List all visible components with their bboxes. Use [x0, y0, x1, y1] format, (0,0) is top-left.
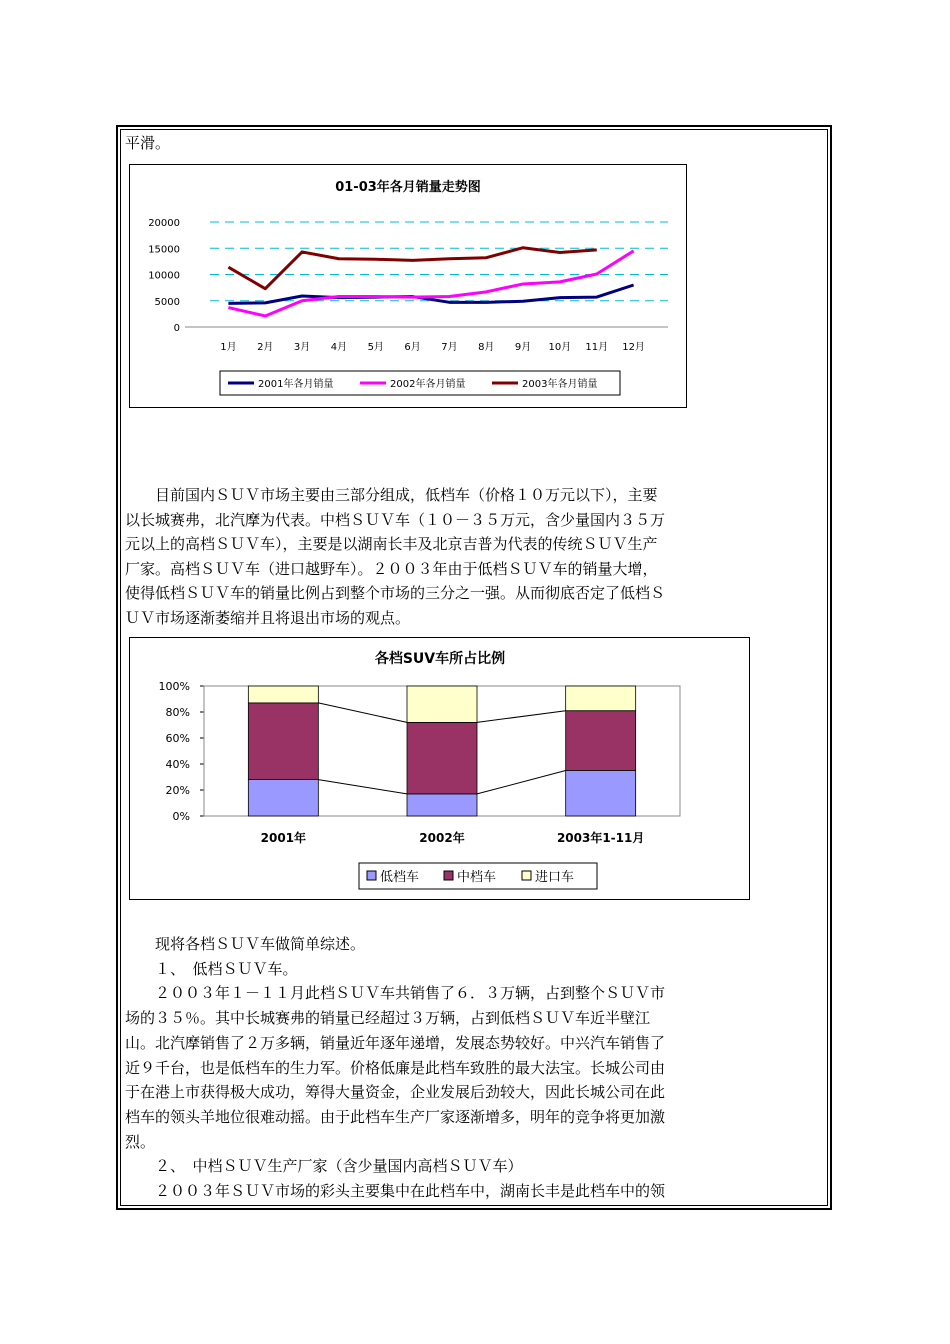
- y-tick-label: 15000: [148, 244, 180, 256]
- line-chart-box: [129, 164, 687, 408]
- legend-swatch: [444, 871, 453, 880]
- bar-chart-box: [129, 637, 750, 900]
- legend-swatch: [367, 871, 376, 880]
- body-line: ２００３年ＳＵＶ市场的彩头主要集中在此档车中，湖南长丰是此档车中的领: [125, 1182, 666, 1200]
- body-line: 档车的领头羊地位很难动摇。由于此档车生产厂家逐渐增多，明年的竞争将更加激: [125, 1107, 666, 1126]
- x-tick-label: 11月: [585, 342, 609, 353]
- paragraph-line: 目前国内ＳＵＶ市场主要由三部分组成，低档车（价格１０万元以下），主要: [125, 486, 658, 504]
- legend-label: 进口车: [535, 870, 575, 885]
- x-tick-label: 7月: [441, 342, 458, 353]
- line-chart: [130, 165, 686, 407]
- bar-segment: [248, 703, 318, 780]
- x-tick-label: 2月: [257, 342, 274, 353]
- y-tick-label: 0%: [172, 810, 190, 823]
- legend-label: 2001年各月销量: [258, 379, 334, 390]
- bar-chart: [130, 638, 749, 899]
- body-line: 近９千台，也是低档车的生力军。价格低廉是此档车致胜的最大法宝。长城公司由: [125, 1058, 666, 1077]
- bar-segment: [248, 686, 318, 703]
- y-tick-label: 10000: [148, 270, 180, 282]
- legend-label: 低档车: [380, 870, 420, 885]
- y-tick-label: 0: [173, 323, 180, 334]
- bar-segment: [407, 794, 477, 816]
- x-tick-label: 6月: [404, 342, 421, 353]
- y-tick-label: 20%: [165, 784, 190, 797]
- paragraph-line: ＵＶ市场逐渐萎缩并且将退出市场的观点。: [125, 609, 411, 627]
- paragraph-line: 以长城赛弗，北汽摩为代表。中档ＳＵＶ车（１０－３５万元，含少量国内３５万: [125, 510, 666, 529]
- bar-segment: [566, 771, 636, 817]
- bar-segment: [566, 686, 636, 711]
- legend-label: 2002年各月销量: [390, 379, 466, 390]
- y-tick-label: 20000: [148, 218, 180, 229]
- bar-segment: [407, 722, 477, 794]
- y-tick-label: 100%: [158, 680, 190, 693]
- chart-title: 01-03年各月销量走势图: [335, 180, 481, 195]
- body-line: １、 低档ＳＵＶ车。: [125, 959, 298, 978]
- legend-label: 中档车: [457, 870, 497, 885]
- body-line: 于在港上市获得极大成功，筹得大量资金，企业发展后劲较大，因此长城公司在此: [125, 1083, 666, 1102]
- body-line: 场的３５％。其中长城赛弗的销量已经超过３万辆，占到低档ＳＵＶ车近半壁江: [125, 1009, 651, 1028]
- paragraph-line: 使得低档ＳＵＶ车的销量比例占到整个市场的三分之一强。从而彻底否定了低档Ｓ: [125, 584, 666, 603]
- series-connector: [318, 780, 407, 794]
- x-tick-label: 2003年1-11月: [556, 831, 645, 845]
- x-tick-label: 3月: [293, 342, 311, 353]
- x-tick-label: 10月: [548, 342, 572, 353]
- series-connector: [318, 703, 407, 723]
- legend-label: 2003年各月销量: [522, 379, 598, 390]
- paragraph-line: 厂家。高档ＳＵＶ车（进口越野车）。２００３年由于低档ＳＵＶ车的销量大增，: [125, 559, 658, 578]
- x-tick-label: 2001年: [260, 831, 307, 845]
- body-line: ２００３年１－１１月此档ＳＵＶ车共销售了６．３万辆，占到整个ＳＵＶ市: [125, 984, 666, 1003]
- y-tick-label: 80%: [165, 706, 190, 719]
- body-line: 烈。: [125, 1132, 156, 1151]
- series-connector: [477, 771, 566, 794]
- y-tick-label: 60%: [165, 732, 190, 745]
- bar-segment: [248, 780, 318, 816]
- top-fragment: 平滑。: [125, 134, 171, 152]
- bar-segment: [566, 711, 636, 771]
- body-line: 山。北汽摩销售了２万多辆，销量近年逐年递增，发展态势较好。中兴汽车销售了: [125, 1033, 666, 1052]
- legend-swatch: [522, 871, 531, 880]
- x-tick-label: 12月: [622, 342, 645, 353]
- bar-segment: [407, 686, 477, 722]
- x-tick-label: 8月: [478, 342, 495, 353]
- series-connector: [477, 711, 566, 723]
- body-line: ２、 中档ＳＵＶ生产厂家（含少量国内高档ＳＵＶ车）: [125, 1157, 523, 1176]
- x-tick-label: 1月: [220, 342, 237, 353]
- x-tick-label: 5月: [367, 342, 384, 353]
- x-tick-label: 2002年: [419, 831, 465, 845]
- body-line: 现将各档ＳＵＶ车做简单综述。: [125, 935, 366, 953]
- y-tick-label: 40%: [165, 758, 190, 771]
- x-tick-label: 9月: [514, 342, 532, 353]
- y-tick-label: 5000: [154, 296, 180, 308]
- chart-title: 各档SUV车所占比例: [374, 651, 506, 667]
- paragraph-line: 元以上的高档ＳＵＶ车），主要是以湖南长丰及北京吉普为代表的传统ＳＵＶ生产: [125, 535, 658, 554]
- x-tick-label: 4月: [330, 342, 348, 353]
